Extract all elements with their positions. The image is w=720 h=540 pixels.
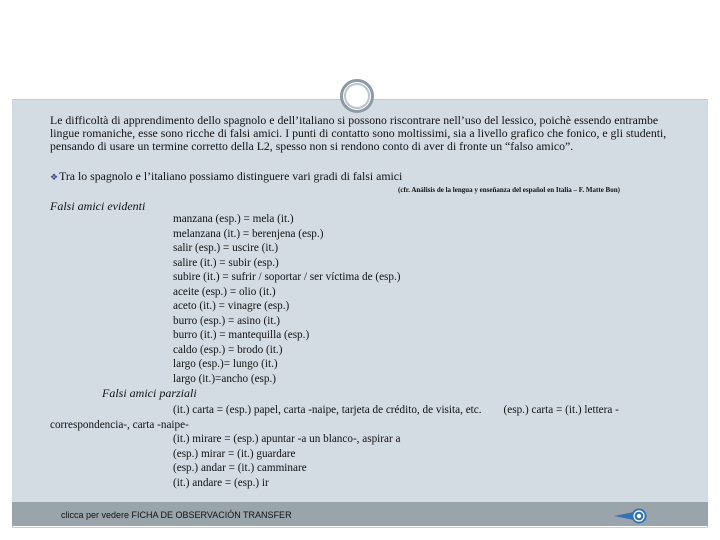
list-item: (it.) mirare = (esp.) apuntar -a un blanco-, aspirar a — [173, 433, 401, 445]
carta-entry — [50, 403, 690, 432]
intro-paragraph: Le difficoltà di apprendimento dello spagnolo e dell’italiano si possono riscontrare nell’uso del lessico, poichè essendo entrambe lingue romaniche, esse sono ricche di falsi amici. I punti di contatto sono moltissimi, sia a livello grafico che fonico, e gli studenti, pensando di usare un termine corretto della L2, spesso non si rendono conto di aver di fronte un “falso amico”. — [50, 113, 667, 153]
next-slide-icon[interactable] — [612, 505, 652, 525]
bullet-item — [50, 170, 402, 184]
citation: (cfr. Análisis de la lengua y enseñanza del español en Italia – F. Matte Bon) — [398, 186, 620, 194]
false-friends-list — [173, 212, 401, 386]
partial-friends-list — [173, 432, 400, 490]
list-item: (esp.) andar = (it.) camminare — [173, 462, 307, 474]
section-title-parziali: Falsi amici parziali — [102, 386, 197, 400]
list-item: caldo (esp.) = brodo (it.) — [173, 343, 283, 356]
list-item: subire (it.) = sufrir / soportar / ser víctima de (esp.) — [173, 271, 401, 283]
ficha-link[interactable]: clicca per vedere FICHA DE OBSERVACIÓN TRANSFER — [61, 510, 292, 520]
list-item: (it.) andare = (esp.) ir — [173, 476, 269, 489]
ring-ornament-inner — [344, 83, 370, 109]
list-item: salire (it.) = subir (esp.) — [173, 256, 279, 269]
list-item: melanzana (it.) = berenjena (esp.) — [173, 227, 324, 240]
bullet-text: Tra lo spagnolo e l’italiano possiamo distinguere vari gradi di falsi amici — [59, 169, 403, 183]
list-item: aceto (it.) = vinagre (esp.) — [173, 300, 290, 312]
list-item: burro (it.) = mantequilla (esp.) — [173, 329, 310, 341]
list-item: manzana (esp.) = mela (it.) — [173, 213, 294, 225]
carta-it: (it.) carta = (esp.) papel, carta -naipe, tarjeta de crédito, de visita, etc. — [173, 404, 482, 416]
carta-line-1 — [50, 403, 690, 418]
list-item: burro (esp.) = asino (it.) — [173, 314, 280, 327]
bullet-icon: ❖ — [50, 172, 59, 182]
section-title-evidenti: Falsi amici evidenti — [50, 199, 146, 213]
list-item: salir (esp.) = uscire (it.) — [173, 242, 279, 254]
list-item: largo (esp.)= lungo (it.) — [173, 358, 278, 370]
carta-line-2: correspondencia-, carta -naipe- — [50, 418, 189, 431]
list-item: aceite (esp.) = olio (it.) — [173, 285, 276, 298]
list-item: (esp.) mirar = (it.) guardare — [173, 447, 296, 460]
carta-esp: (esp.) carta = (it.) lettera - — [503, 404, 619, 416]
list-item: largo (it.)=ancho (esp.) — [173, 372, 277, 385]
